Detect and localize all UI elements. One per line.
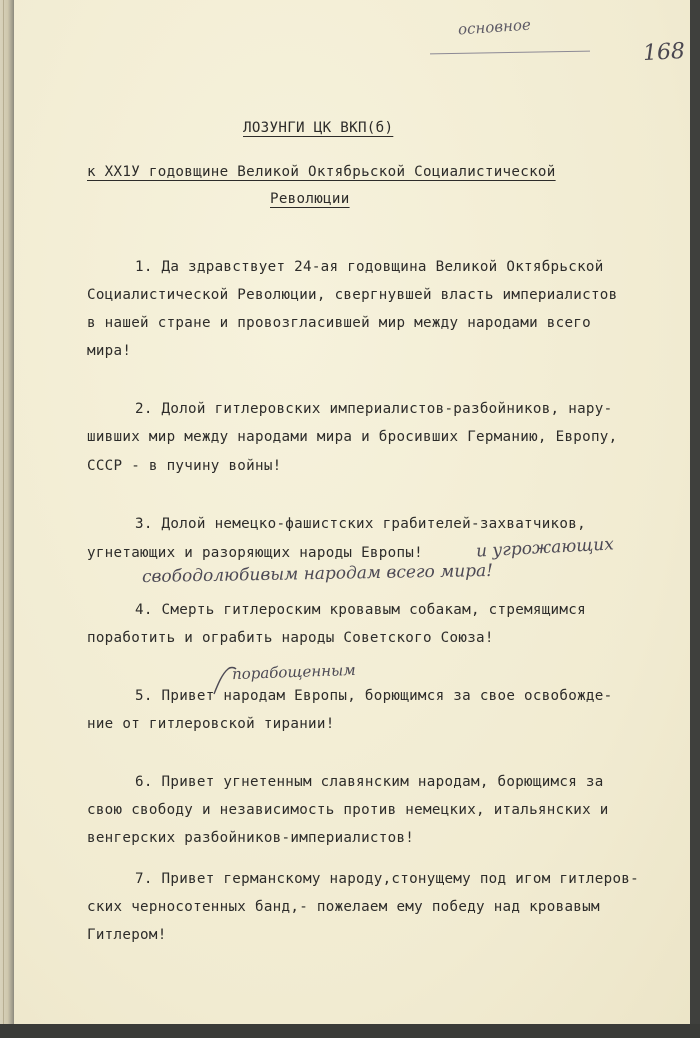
slogan-1-line-1: 1. Да здравствует 24-ая годовщина Великой Октябрьской: [135, 259, 604, 275]
slogan-6-line-1: 6. Привет угнетенным славянским народам, борющимся за: [135, 774, 604, 790]
slogan-6-line-3: венгерских разбойников-империалистов!: [87, 830, 415, 846]
handwritten-insert-3a: и угрожающих: [475, 534, 615, 562]
slogan-2-line-3: СССР - в пучину войны!: [87, 458, 282, 474]
document-title: ЛОЗУНГИ ЦК ВКП(б): [243, 120, 394, 136]
slogan-6-line-2: свою свободу и независимость против немецких, итальянских и: [87, 802, 609, 818]
handwritten-insert-3b: свободолюбивым народам всего мира!: [141, 560, 494, 588]
scan-background-bottom: [0, 1024, 700, 1038]
slogan-5-line-2: ние от гитлеровской тирании!: [87, 716, 335, 732]
binder-edge: [3, 0, 4, 1038]
document-subtitle-line-1: к ХХ1У годовщине Великой Октябрьской Социалистической: [87, 164, 556, 180]
slogan-3-line-2: угнетающих и разоряющих народы Европы!: [87, 545, 423, 561]
scan-background-right: [690, 0, 700, 1038]
slogan-4-line-1: 4. Смерть гитлероским кровавым собакам, стремящимся: [135, 602, 586, 618]
document-subtitle-line-2: Революции: [270, 191, 350, 207]
handwritten-insert-5: порабощенным: [231, 660, 356, 684]
slogan-5-line-1: 5. Привет народам Европы, борющимся за свое освобожде-: [135, 688, 613, 704]
slogan-1-line-4: мира!: [87, 343, 132, 359]
archive-stamp-note: основное: [457, 15, 532, 39]
slogan-1-line-3: в нашей стране и провозгласившей мир между народами всего: [87, 315, 591, 331]
slogan-4-line-2: поработить и ограбить народы Советского Союза!: [87, 630, 494, 646]
slogan-7-line-3: Гитлером!: [87, 927, 167, 943]
slogan-7-line-1: 7. Привет германскому народу,стонущему под игом гитлеров-: [135, 871, 639, 887]
slogan-2-line-1: 2. Долой гитлеровских империалистов-разбойников, нару-: [135, 401, 613, 417]
slogan-7-line-2: ских черносотенных банд,- пожелаем ему победу над кровавым: [87, 899, 600, 915]
slogan-2-line-2: шивших мир между народами мира и бросивших Германию, Европу,: [87, 429, 618, 445]
binder-margin: [0, 0, 14, 1038]
folio-number: 168: [642, 38, 686, 67]
slogan-3-line-1: 3. Долой немецко-фашистских грабителей-захватчиков,: [135, 516, 586, 532]
slogan-1-line-2: Социалистической Революции, свергнувшей власть империалистов: [87, 287, 618, 303]
